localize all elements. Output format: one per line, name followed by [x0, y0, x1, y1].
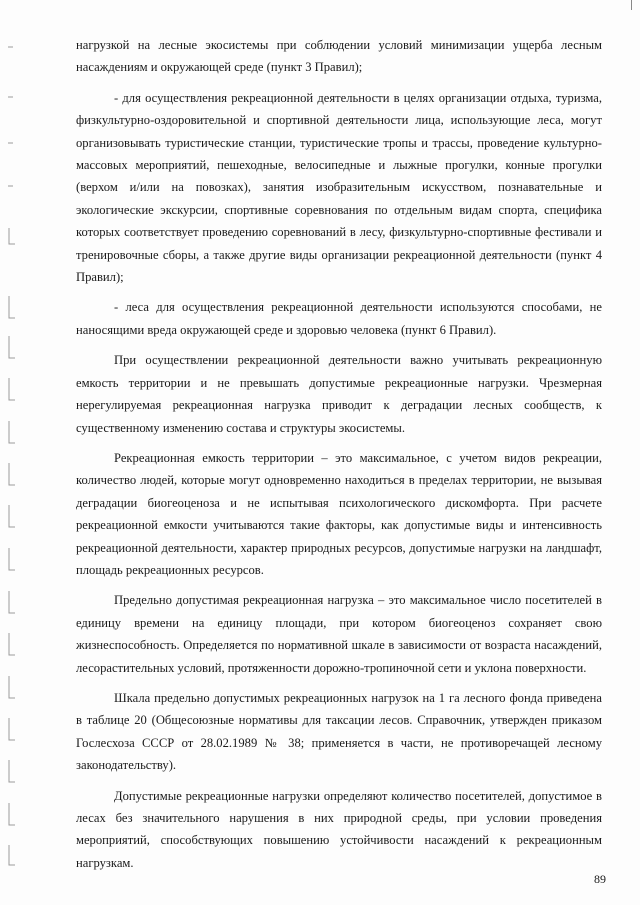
body-text [76, 34, 602, 874]
paragraph: Предельно допустимая рекреационная нагрузка – это максимальное число посетителей в единицу времени на единицу площади, при котором биогеоценоз сохраняет свою жизнеспособность. Определяется по нормативной шкале в зависимости от возраста насаждений, лесорастительных условий, протяженности дорожно-тропиночной сети и уклона поверхности. [76, 593, 602, 675]
paragraph: нагрузкой на лесные экосистемы при соблюдении условий минимизации ущерба лесным насаждениям и окружающей среде (пункт 3 Правил); [76, 38, 602, 75]
top-edge-mark [631, 0, 632, 10]
paragraph: Допустимые рекреационные нагрузки определяют количество посетителей, допустимое в лесах без значительного нарушения в них природной среды, при условии проведения мероприятий, способствующих повышению устойчивости насаждений к рекреационным нагрузкам. [76, 788, 602, 870]
paragraph: - леса для осуществления рекреационной деятельности используются способами, не наносящими вреда окружающей среде и здоровью человека (пункт 6 Правил). [76, 300, 602, 337]
paragraph: Шкала предельно допустимых рекреационных нагрузок на 1 га лесного фонда приведена в таблице 20 (Общесоюзные нормативы для таксации лесов. Справочник, утвержден приказом Гослесхоза СССР от 28.02.1989 № 38; применяется в части, не противоречащей лесному законодательству). [76, 690, 602, 773]
paragraph: При осуществлении рекреационной деятельности важно учитывать рекреационную емкость территории и не превышать допустимые рекреационные нагрузки. Чрезмерная нерегулируемая рекреационная нагрузка приводит к деградации лесных сообществ, к существенному изменению состава и структуры экосистемы. [76, 353, 602, 435]
paragraph: Рекреационная емкость территории – это максимальное, с учетом видов рекреации, количество людей, которые могут одновременно находиться в пределах территории, не вызывая деградации биогеоценоза и не испытывая психологического дискомфорта. При расчете рекреационной емкости учитываются такие факторы, как допустимые виды и интенсивность рекреационной деятельности, характер природных ресурсов, допустимые нагрузки на ландшафт, площадь рекреационных ресурсов. [76, 450, 602, 577]
page-number: 89 [594, 872, 606, 886]
paragraph: - для осуществления рекреационной деятельности в целях организации отдыха, туризма, физкультурно-оздоровительной и спортивной деятельности лица, использующие леса, могут организовывать туристические станции, туристические тропы и трассы, проведение культурно-массовых мероприятий, пешеходные, велосипедные и лыжные прогулки, конные прогулки (верхом и/или на повозках), занятия изобразительным искусством, познавательные и экологические экскурсии, спортивные соревнования по отдельным видам спорта, специфика которых соответствует проведению соревнований в лесу, физкультурно-спортивные фестивали и тренировочные сборы, а также другие виды организации рекреационной деятельности (пункт 4 Правил); [76, 90, 602, 285]
binding-edge-marks [0, 0, 40, 905]
